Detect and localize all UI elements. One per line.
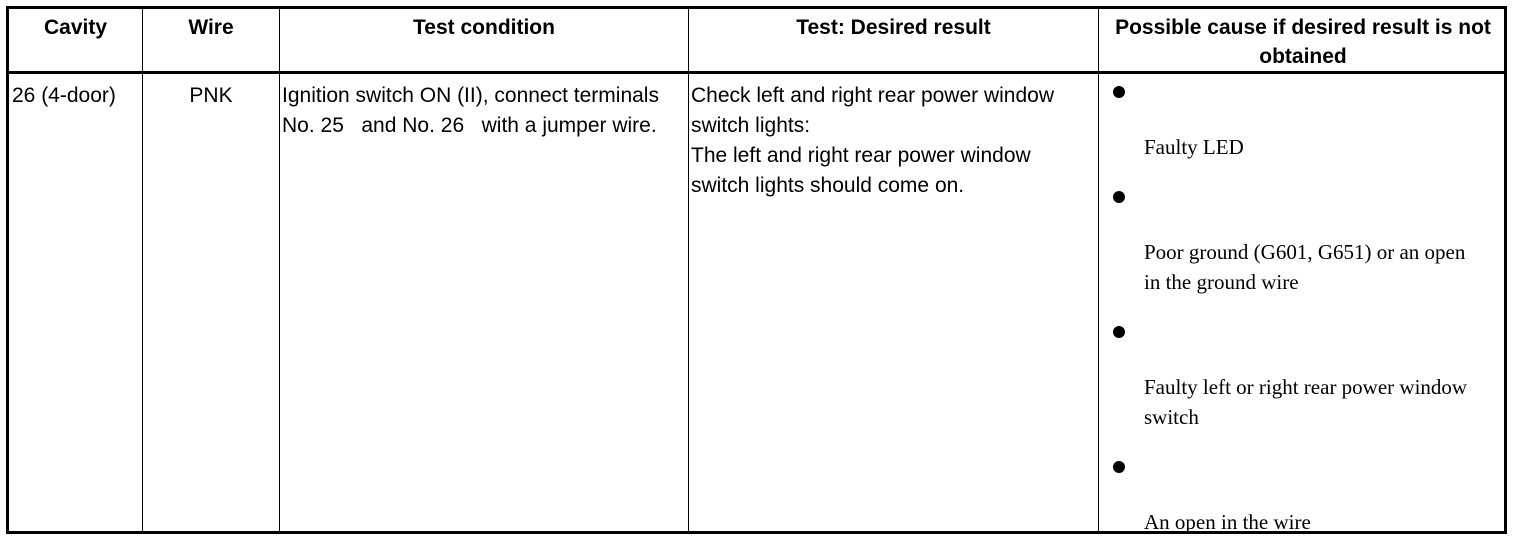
- header-divider: [9, 71, 1504, 74]
- header-possible-cause: Possible cause if desired result is not obtained: [1115, 16, 1491, 68]
- cell-wire: PNK: [189, 84, 233, 107]
- cell-cavity: 26 (4-door): [12, 84, 116, 107]
- cause-item: Faulty left or right rear power window switch: [1144, 375, 1468, 429]
- cause-item: Faulty LED: [1144, 135, 1244, 159]
- column-divider: [688, 9, 689, 531]
- header-desired-result: Test: Desired result: [796, 16, 991, 39]
- header-wire: Wire: [188, 16, 234, 39]
- bullet-icon: [1113, 461, 1125, 473]
- bullet-icon: [1113, 86, 1125, 98]
- desired-result-check: Check left and right rear power window switch lights:: [691, 84, 1055, 137]
- header-cavity: Cavity: [43, 16, 108, 39]
- column-divider: [1098, 9, 1099, 531]
- desired-result-expectation: The left and right rear power window switch lights should come on.: [691, 144, 1031, 197]
- cause-item: An open in the wire: [1144, 510, 1311, 534]
- cell-test-condition: Ignition switch ON (II), connect terminals No. 25 and No. 26 with a jumper wire.: [282, 84, 665, 137]
- cell-desired-result: [691, 81, 1076, 201]
- cause-item: Poor ground (G601, G651) or an open in the ground wire: [1144, 240, 1466, 294]
- bullet-icon: [1113, 191, 1125, 203]
- column-divider: [279, 9, 280, 531]
- bullet-icon: [1113, 326, 1125, 338]
- header-test-condition: Test condition: [413, 16, 555, 39]
